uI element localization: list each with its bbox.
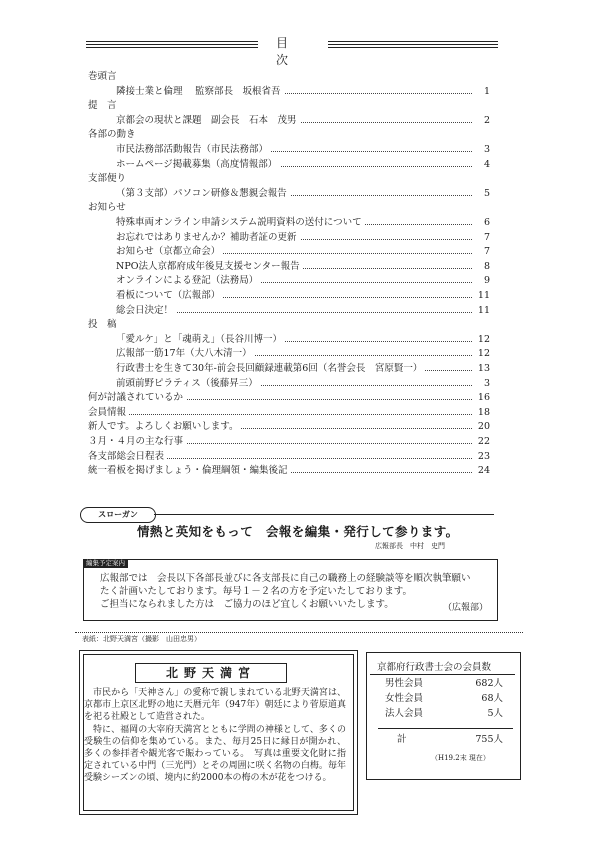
toc-entry	[116, 187, 490, 201]
slogan-rule	[154, 514, 494, 515]
toc-entry-page: 23	[477, 450, 490, 462]
toc-entry-page: 11	[477, 304, 490, 316]
toc-entry-page: 5	[483, 187, 490, 199]
toc-entry	[116, 216, 490, 230]
toc-entry-label: NPO法人京都府成年後見支援センター報告	[116, 260, 303, 274]
toc-entry-page: 13	[477, 363, 490, 374]
toc-entry-label: 統一看板を掲げましょう・倫理綱領・編集後記	[88, 464, 291, 478]
members-sum-rule	[378, 728, 513, 729]
toc-entry	[88, 406, 490, 420]
members-title-rule	[370, 674, 515, 675]
toc-entry	[88, 464, 490, 478]
shrine-body	[84, 687, 346, 785]
slogan-signature: 広報部長 中村 史門	[375, 542, 445, 550]
toc-entry-page: 22	[477, 436, 490, 447]
toc-entry	[116, 289, 490, 303]
toc-entry-label: （第３支部）パソコン研修＆懇親会報告	[116, 187, 290, 201]
toc-entry-page: 6	[483, 217, 490, 228]
toc-entry-label: 行政書士を生きて30年-前会長回顧録連載第6回（名誉会長 宮原賢一）	[116, 362, 425, 376]
notice-tag: 編集予定案内	[83, 559, 128, 568]
toc-entry-label: 広報部一筋17年（大八木清一）	[116, 347, 255, 361]
members-row-value: 5人	[487, 708, 503, 719]
toc-entry-label: 会員情報	[88, 406, 129, 420]
shrine-paragraph: 市民から「天神さん」の愛称で親しまれている北野天満宮は、京都市上京区北野の地に天暦元年（947年）朝廷により菅原道真を祀る社殿として造営された。	[84, 688, 346, 723]
toc-entry-label: 新人です。よろしくお願いします。	[88, 420, 241, 434]
members-note: （H19.2末 現在）	[431, 754, 490, 762]
toc-entry-page: 3	[483, 144, 490, 155]
toc-entry	[116, 260, 490, 274]
slogan-text: 情熱と英知をもって 会報を編集・発行して参ります。	[137, 524, 459, 539]
toc-entry	[88, 420, 490, 434]
toc-entry-page: 12	[477, 348, 490, 360]
toc-entry-label: 看板について（広報部）	[116, 289, 223, 303]
notice-line: 広報部では 会長以下各部長並びに各支部長に自己の職務上の経験談等を順次執筆願い	[100, 573, 471, 584]
toc-section-heading: 各部の動き	[88, 129, 136, 141]
toc-section-heading: 投 稿	[88, 319, 117, 331]
toc-entry	[116, 362, 490, 376]
notice-line: ご担当になられました方は ご協力のほど宜しくお願いいたします。	[100, 599, 394, 610]
members-row-corporate	[385, 707, 503, 720]
toc-entry	[116, 231, 490, 245]
toc-entry-label: 隣接士業と倫理 監察部長 坂根省吾	[116, 85, 284, 99]
notice-body	[100, 572, 485, 611]
toc-entry-page: 7	[483, 246, 490, 258]
slogan-tag: スローガン	[80, 507, 156, 523]
toc-leader-dots	[88, 414, 472, 415]
toc-entry-page: 24	[477, 465, 490, 477]
toc-entry-label: お知らせ（京都立命会）	[116, 245, 223, 259]
toc-entry-page: 18	[477, 406, 490, 418]
toc-entry-page: 4	[483, 158, 490, 170]
toc-section-heading: 支部便り	[88, 173, 127, 185]
toc-entry	[116, 245, 490, 259]
members-total-value: 755人	[475, 734, 503, 745]
toc-entry-page: 20	[477, 421, 490, 433]
toc-entry	[116, 377, 490, 391]
toc-section-heading: 巻頭言	[88, 71, 117, 82]
toc-entry-label: ホームページ掲載募集（高度情報部）	[116, 158, 280, 172]
toc-entry-label: 何が討議されているか	[88, 391, 186, 405]
toc-entry	[88, 391, 490, 405]
toc-entry	[88, 435, 490, 449]
shrine-title: 北野天満宮	[135, 663, 287, 683]
cover-caption-rule	[75, 632, 523, 633]
toc-entry	[116, 274, 490, 288]
header-rule-right	[328, 41, 498, 42]
toc-section-heading: 提 言	[88, 100, 117, 112]
header-rule-left	[86, 41, 258, 42]
members-total-label: 計	[397, 734, 407, 745]
cover-caption: 表紙：北野天満宮（撮影 山田忠男）	[82, 635, 201, 643]
toc-entry-label: オンラインによる登記（法務局）	[116, 274, 261, 288]
page-title: 目 次	[275, 36, 345, 67]
toc-entry	[116, 158, 490, 172]
toc-entry-page: 8	[483, 260, 490, 272]
toc-entry-page: 11	[477, 290, 490, 301]
members-row-female	[385, 692, 503, 705]
toc-entry-label: 各支部総会日程表	[88, 450, 167, 464]
members-row-label: 法人会員	[385, 708, 424, 719]
members-row-label: 女性会員	[385, 693, 424, 704]
toc-entry-page: 12	[477, 333, 490, 345]
toc-entry-page: 9	[483, 275, 490, 287]
toc-entry-page: 7	[483, 231, 490, 243]
toc-entry-page: 2	[483, 114, 490, 126]
toc-entry-label: ３月・４月の主な行事	[88, 435, 186, 449]
shrine-paragraph: 特に、福岡の大宰府天満宮とともに学問の神様として、多くの受験生の信仰を集めている。また、毎月25日に縁日が開かれ、多くの参拝者や観光客で賑わっている。 写真は重要文化財に指定されている中門（三光門）とその周囲に咲く名物の白梅。毎年受験シーズンの頃、境内に約2000本の梅の木が花をつける。	[84, 724, 346, 784]
members-row-total	[385, 733, 503, 746]
members-title: 京都府行政書士会の会員数	[377, 662, 492, 673]
toc-entry	[116, 114, 490, 128]
toc-entry-label: 市民法務部活動報告（市民法務部）	[116, 143, 271, 157]
toc-entry	[116, 85, 490, 99]
toc-entry-page: 16	[477, 392, 490, 404]
toc-entry	[88, 450, 490, 464]
toc-entry-label: 京都会の現状と課題 副会長 石本 茂男	[116, 114, 300, 128]
toc-entry-label: 特殊車両オンライン申請システム説明資料の送付について	[116, 216, 365, 230]
members-row-label: 男性会員	[385, 678, 424, 689]
toc-entry-page: 3	[483, 377, 490, 389]
toc-entry	[116, 347, 490, 361]
toc-entry-label: 「愛ルケ」と「魂萌え」（長谷川博一）	[116, 333, 285, 347]
members-row-value: 682人	[475, 678, 503, 689]
toc-entry-label: お忘れではありませんか？補助者証の更新	[116, 231, 300, 245]
toc-entry-label: 総会日決定！	[116, 304, 176, 318]
notice-line: たく計画いたしております。毎号１－２名の方を予定いたしております。	[100, 586, 412, 597]
notice-signature: （広報部）	[442, 603, 488, 613]
toc-entry	[116, 143, 490, 157]
toc-entry-page: 1	[483, 85, 490, 97]
toc-entry	[116, 304, 490, 318]
members-row-male	[385, 677, 503, 690]
members-row-value: 68人	[481, 693, 503, 704]
toc-section-heading: お知らせ	[88, 202, 126, 214]
toc-entry	[116, 333, 490, 347]
toc-entry-label: 前頭前野ピラティス（後藤昇三）	[116, 377, 261, 391]
